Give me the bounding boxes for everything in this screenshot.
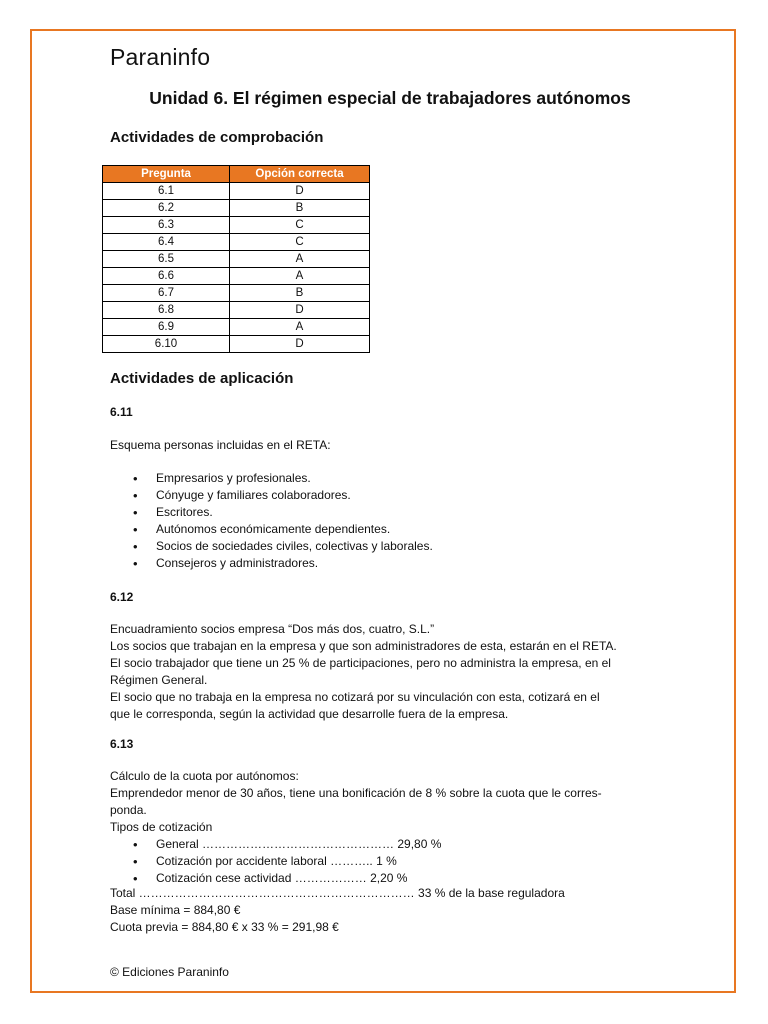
text-line: Cuota previa = 884,80 € x 33 % = 291,98 € <box>110 920 339 934</box>
text-line: Cálculo de la cuota por autónomos: <box>110 769 299 783</box>
footer-copyright: © Ediciones Paraninfo <box>110 965 229 979</box>
exercise-number-612: 6.12 <box>110 590 134 604</box>
exercise-613-results <box>110 885 565 936</box>
text-line: ponda. <box>110 803 147 817</box>
cell-opcion: D <box>230 336 370 353</box>
table-row <box>103 234 370 251</box>
table-row <box>103 302 370 319</box>
list-item: • Autónomos económicamente dependientes. <box>110 521 433 538</box>
table-row <box>103 183 370 200</box>
cell-pregunta: 6.8 <box>103 302 230 319</box>
cell-pregunta: 6.2 <box>103 200 230 217</box>
cell-opcion: D <box>230 183 370 200</box>
table-row <box>103 217 370 234</box>
exercise-number-611: 6.11 <box>110 405 133 419</box>
cell-pregunta: 6.9 <box>103 319 230 336</box>
cell-pregunta: 6.4 <box>103 234 230 251</box>
cell-pregunta: 6.6 <box>103 268 230 285</box>
list-item: • Cónyuge y familiares colaboradores. <box>110 487 433 504</box>
table-row <box>103 251 370 268</box>
cell-pregunta: 6.3 <box>103 217 230 234</box>
text-line: Régimen General. <box>110 673 208 687</box>
cell-opcion: B <box>230 285 370 302</box>
table-row <box>103 285 370 302</box>
exercise-612-text <box>110 621 617 723</box>
table-row <box>103 268 370 285</box>
text-line: Emprendedor menor de 30 años, tiene una bonificación de 8 % sobre la cuota que le corres- <box>110 786 602 800</box>
cell-pregunta: 6.10 <box>103 336 230 353</box>
brand-title: Paraninfo <box>110 44 211 70</box>
list-item: • Cotización cese actividad ……………… 2,20 % <box>110 870 441 887</box>
exercise-number-613: 6.13 <box>110 737 134 751</box>
cell-opcion: C <box>230 234 370 251</box>
text-line: que le corresponda, según la actividad que desarrolle fuera de la empresa. <box>110 707 509 721</box>
cell-opcion: C <box>230 217 370 234</box>
cell-pregunta: 6.7 <box>103 285 230 302</box>
text-line: Encuadramiento socios empresa “Dos más dos, cuatro, S.L.” <box>110 622 435 636</box>
column-header-opcion: Opción correcta <box>230 166 370 183</box>
text-line: El socio trabajador que tiene un 25 % de participaciones, pero no administra la empresa, en el <box>110 656 611 670</box>
cell-pregunta: 6.1 <box>103 183 230 200</box>
list-item: • Cotización por accidente laboral ……….. 1 % <box>110 853 441 870</box>
exercise-613-intro <box>110 768 602 836</box>
text-line: Los socios que trabajan en la empresa y que son administradores de esta, estarán en el RETA. <box>110 639 617 653</box>
exercise-611-intro: Esquema personas incluidas en el RETA: <box>110 438 331 452</box>
cell-opcion: B <box>230 200 370 217</box>
cell-opcion: A <box>230 319 370 336</box>
cell-pregunta: 6.5 <box>103 251 230 268</box>
table-header-row <box>103 166 370 183</box>
table-row <box>103 319 370 336</box>
cell-opcion: A <box>230 268 370 285</box>
list-item: • Socios de sociedades civiles, colectivas y laborales. <box>110 538 433 555</box>
list-item: • Escritores. <box>110 504 433 521</box>
cell-opcion: D <box>230 302 370 319</box>
contribution-types-list <box>110 836 441 887</box>
heading-comprobacion: Actividades de comprobación <box>110 129 324 146</box>
column-header-pregunta: Pregunta <box>103 166 230 183</box>
text-line: Total …………………………………………………………… 33 % de la base reguladora <box>110 886 565 900</box>
text-line: Base mínima = 884,80 € <box>110 903 241 917</box>
list-item: • General ………………………………………… 29,80 % <box>110 836 441 853</box>
list-item: • Empresarios y profesionales. <box>110 470 433 487</box>
text-line: Tipos de cotización <box>110 820 213 834</box>
table-row <box>103 336 370 353</box>
heading-aplicacion: Actividades de aplicación <box>110 370 294 387</box>
reta-persons-list <box>110 470 433 572</box>
cell-opcion: A <box>230 251 370 268</box>
list-item: • Consejeros y administradores. <box>110 555 433 572</box>
table-row <box>103 200 370 217</box>
answers-table <box>102 165 370 353</box>
text-line: El socio que no trabaja en la empresa no cotizará por su vinculación con esta, cotizará en el <box>110 690 600 704</box>
unit-title: Unidad 6. El régimen especial de trabajadores autónomos <box>149 88 631 108</box>
